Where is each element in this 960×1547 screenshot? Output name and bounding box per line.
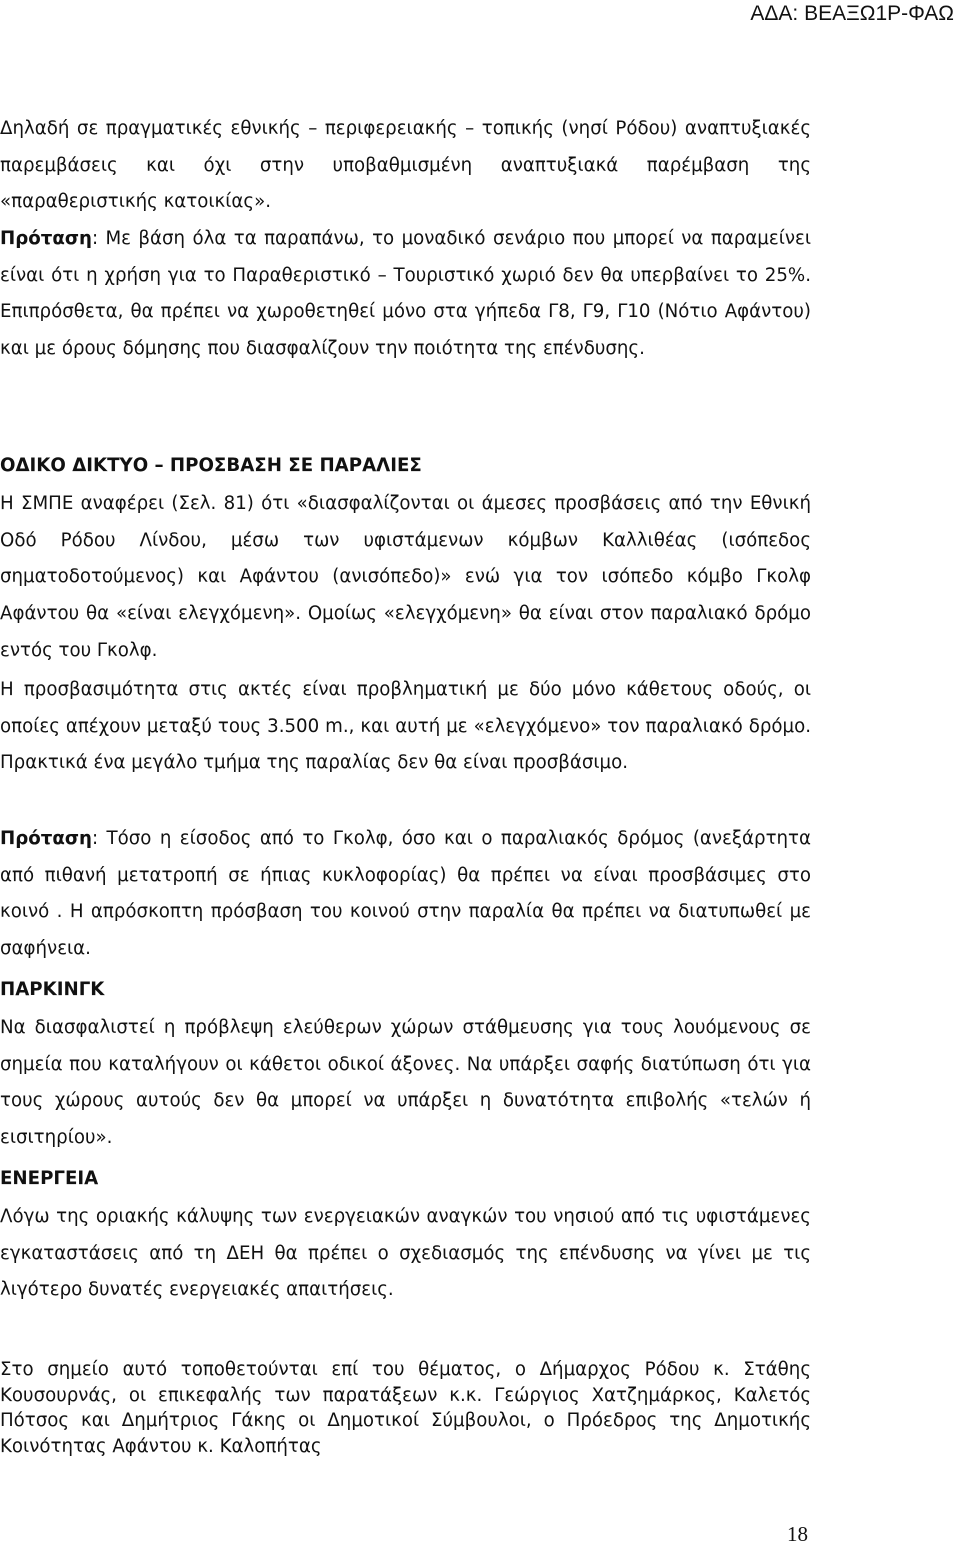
document-ada-code: ΑΔΑ: ΒΕΑΞΩ1Ρ-ΦΑΩ: [750, 2, 954, 25]
paragraph-council: Στο σημείο αυτό τοποθετούνται επί του θέματος, ο Δήμαρχος Ρόδου κ. Στάθης Κουσουρνάς, οι επικεφαλής των παρατάξεων κ.κ. Γεώργιος Χατζημάρκος, Καλετός Πότσος και Δημήτριος Γάκης οι Δημοτικοί Σύμβουλοι, ο Πρόεδρος της Δημοτικής Κοινότητας Αφάντου κ. Καλοπήτας: [0, 1359, 811, 1457]
paragraph-accessibility: Η προσβασιμότητα στις ακτές είναι προβληματική με δύο μόνο κάθετους οδούς, οι οποίες απέχουν μεταξύ τους 3.500 m., και αυτή με «ελεγχόμενο» τον παραλιακό δρόμο. Πρακτικά ένα μεγάλο τμήμα της παραλίας δεν θα είναι προσβάσιμο.: [0, 679, 811, 774]
heading-parking: ΠΑΡΚΙΝΓΚ: [0, 979, 105, 1000]
proposal-label: Πρόταση: [0, 228, 92, 249]
proposal-text: : Τόσο η είσοδος από το Γκολφ, όσο και ο παραλιακός δρόμος (ανεξάρτητα από πιθανή μετατροπή σε ήπιας κυκλοφορίας) θα πρέπει να είναι προσβάσιμες στο κοινό . Η απρόσκοπτη πρόσβαση του κοινού στην παραλία θα πρέπει να διατυπωθεί με σαφήνεια.: [0, 828, 811, 960]
paragraph-proposal-2: [0, 821, 811, 968]
heading-energy: ΕΝΕΡΓΕΙΑ: [0, 1168, 99, 1189]
page-number: 18: [787, 1522, 808, 1546]
paragraph-proposal-1: [0, 221, 811, 368]
proposal-label: Πρόταση: [0, 828, 92, 849]
paragraph-intro: Δηλαδή σε πραγματικές εθνικής – περιφερειακής – τοπικής (νησί Ρόδου) αναπτυξιακές παρεμβάσεις και όχι στην υποβαθμισμένη αναπτυξιακά παρέμβαση της «παραθεριστικής κατοικίας».: [0, 118, 811, 213]
heading-road-network: ΟΔΙΚΟ ΔΙΚΤΥΟ – ΠΡΟΣΒΑΣΗ ΣΕ ΠΑΡΑΛΙΕΣ: [0, 455, 422, 476]
paragraph-smpe: Η ΣΜΠΕ αναφέρει (Σελ. 81) ότι «διασφαλίζονται οι άμεσες προσβάσεις από την Εθνική Οδό Ρόδου Λίνδου, μέσω των υφιστάμενων κόμβων Καλλιθέας (ισόπεδος σηματοδοτούμενος) και Αφάντου (ανισόπεδο)» ενώ για τον ισόπεδο κόμβο Γκολφ Αφάντου θα «είναι ελεγχόμενη». Ομοίως «ελεγχόμενη» θα είναι στον παραλιακό δρόμο εντός του Γκολφ.: [0, 493, 811, 661]
paragraph-parking: Να διασφαλιστεί η πρόβλεψη ελεύθερων χώρων στάθμευσης για τους λουόμενους σε σημεία που καταλήγουν οι κάθετοι οδικοί άξονες. Να υπάρξει σαφής διατύπωση ότι για τους χώρους αυτούς δεν θα μπορεί να υπάρξει η δυνατότητα επιβολής «τελών ή εισιτηρίου».: [0, 1017, 811, 1149]
paragraph-energy: Λόγω της οριακής κάλυψης των ενεργειακών αναγκών του νησιού από τις υφιστάμενες εγκαταστάσεις από τη ΔΕΗ θα πρέπει ο σχεδιασμός της επένδυσης να γίνει με τις λιγότερο δυνατές ενεργειακές απαιτήσεις.: [0, 1206, 811, 1301]
proposal-text: : Με βάση όλα τα παραπάνω, το μοναδικό σενάριο που μπορεί να παραμείνει είναι ότι η χρήση για το Παραθεριστικό – Τουριστικό χωριό δεν θα υπερβαίνει το 25%. Επιπρόσθετα, θα πρέπει να χωροθετηθεί μόνο στα γήπεδα Γ8, Γ9, Γ10 (Νότιο Αφάντου) και με όρους δόμησης που διασφαλίζουν την ποιότητα της επένδυσης.: [0, 228, 811, 360]
